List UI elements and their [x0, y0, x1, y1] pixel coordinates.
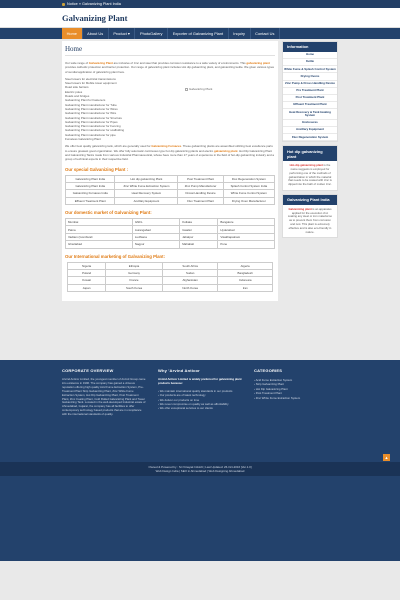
sidebar-link[interactable]: Enclosures [283, 120, 337, 127]
table-cell: Germany [106, 269, 163, 276]
sidebar-link[interactable]: Ancillary Equipment [283, 127, 337, 134]
intro-text: are inclusive of zinc and steel that provides corrosion resistance to a wide variety of environments. This [112, 61, 247, 65]
hotdip-text [283, 161, 337, 190]
product-image [185, 77, 275, 117]
table-cell: Flux Treatment Plant [178, 197, 223, 204]
list-item: Electric poles [65, 89, 83, 94]
header [0, 8, 400, 28]
divider [65, 55, 275, 56]
list-item: Galvanizing Plant manufacturer for pipe [65, 132, 116, 137]
list-item: Galvanizing Plant manufacturer for Tube [65, 102, 117, 107]
why-section [158, 368, 242, 417]
second-paragraph [65, 144, 275, 161]
table-cell: Afghanistan [162, 277, 217, 284]
category-link[interactable]: › Hot Dip Galvanizing Plant [254, 387, 338, 391]
table-cell: Kuwait [68, 277, 106, 284]
list-item: Galvanizing Plant manufacturer for scaffolding [65, 128, 125, 133]
table-cell: Ghaziabad [66, 241, 133, 248]
para-text: . Hot Dip Galvanizing Plant and Galvanizing Tanks made from various Industrial Pharmaceutical, whose have more than 17 years of experience in the field of hot-dip galvanizing industry and a group of technical experts in their respective field. [65, 148, 274, 162]
main-content [62, 41, 278, 301]
table-cell: Patna [66, 226, 133, 233]
sidebar-link[interactable]: Drying Ovens [283, 73, 337, 80]
nav-item-about-us[interactable]: About Us [83, 28, 109, 39]
intro-paragraph [65, 61, 275, 74]
list-item: Steel towers for Mobile tower equipment [65, 81, 117, 86]
table-cell: Drying Oven Manufacturer [223, 197, 274, 204]
galvanizing-furnaces-link[interactable]: Galvanizing Furnaces [151, 144, 182, 149]
table-cell: South Korea [106, 284, 163, 291]
table-cell: Vadtam (Gombivali [66, 233, 133, 240]
table-cell: GNFL [132, 219, 179, 226]
para-text: . These galvanizing plants are assembled utilizing best excellence parts to ensure greatest good organization. We offer fully automatic continuous type hot dip galvanizing plants and electro [65, 144, 273, 153]
table-cell: Hot dip galvanizing Plant [115, 175, 178, 182]
table-cell: Gwalior [180, 226, 218, 233]
international-table [67, 262, 273, 293]
corporate-overview [62, 368, 146, 417]
plant-india-heading: Galvanizing Plant India [283, 195, 337, 205]
image-alt-text: Galvanizing Plant [189, 86, 213, 91]
table-row [66, 190, 275, 197]
table-row [68, 284, 273, 291]
sidebar-link[interactable]: Kettle [283, 59, 337, 66]
category-link[interactable]: › Post Treatment Plant [254, 391, 338, 395]
list-item: Galvanizing Plant manufacturer for Structure [65, 115, 123, 120]
footer-links[interactable]: Web Design India | SEO in Ahmedabad | Web Designing Ahmedabad [155, 469, 245, 473]
table-row [66, 197, 275, 204]
galvanizing-plant-link[interactable]: galvanizing plant [214, 148, 238, 153]
table-cell: Mahabali [180, 241, 218, 248]
sidebar-link[interactable]: Effluent Treatment Plant [283, 102, 337, 109]
copyright-bar [0, 462, 400, 476]
table-cell: Jabalpur [180, 233, 218, 240]
table-cell: White Fume Control System [223, 190, 274, 197]
overview-heading: CORPORATE OVERVIEW [62, 368, 114, 373]
table-row [66, 182, 275, 189]
list-item: Galvanizing Plant manufacturer for Wires [65, 106, 118, 111]
domestic-table [65, 218, 275, 249]
top-notice-bar [0, 0, 400, 8]
table-cell: Galvanizing Plant India [66, 182, 115, 189]
broken-image-icon [185, 88, 188, 91]
table-cell: Kolkata [180, 219, 218, 226]
plant-india-text [283, 205, 337, 238]
sidebar-link[interactable]: Home [283, 52, 337, 59]
table-row [68, 277, 273, 284]
table-cell: Bangalore [218, 219, 275, 226]
table-cell: Mumbai [66, 219, 133, 226]
table-cell: Heat Recovery System [115, 190, 178, 197]
intro-text: Our wide range of [65, 61, 89, 65]
table-cell: Post Treatment Plant [178, 175, 223, 182]
table-cell: Hyderabad [218, 226, 275, 233]
sidebar-link[interactable]: Zinc Pump & Dross Handling Device [283, 81, 337, 88]
table-cell: Nigeria [68, 262, 106, 269]
international-heading: Our International marketing of Galvanizing Plant: [65, 253, 166, 259]
sidebar-link[interactable]: Flux Regeneration System [283, 134, 337, 141]
categories-section [254, 368, 338, 417]
special-heading: Our special Galvanizing Plant : [65, 166, 129, 172]
table-cell: Sudan [162, 269, 217, 276]
scroll-top-button[interactable]: ▲ [384, 455, 389, 460]
categories-list [254, 378, 338, 400]
nav-item-photogallery[interactable]: PhotoGallery [135, 28, 168, 39]
list-item: Fumeless Galvanizing Plant [65, 137, 101, 142]
table-cell: France [106, 277, 163, 284]
sidebar-link[interactable]: Pre Treatment Plant [283, 88, 337, 95]
hotdip-body: is the name suggests is employed for performing one of the methods of galvanization in which the material that needs to be coated with zinc is dipped into the bath of molten zinc. [288, 163, 332, 187]
nav-item-contact-us[interactable]: Contact Us [251, 28, 280, 39]
nav-item-home[interactable]: Home [62, 28, 83, 39]
table-cell: Aurangabad [132, 226, 179, 233]
table-cell: Ludhiana [132, 233, 179, 240]
sidebar-link[interactable]: Heat Recovery & Tank Heating System [283, 109, 337, 120]
plant-india-body: is an apparatus applied for the execution zinc coating any steel or iron material so as to prevent them from corrosion and rust. This plant is extremely effective and is also eco-friendly in nature. [287, 206, 333, 234]
list-item: Galvanizing Plant manufacturer for Pipes [65, 119, 118, 124]
hotdip-heading: Hot dip galvanizing plant [283, 146, 337, 161]
table-cell: Galvanizing Furnaces India [66, 190, 115, 197]
table-cell: Galvanizing Plant India [66, 175, 115, 182]
table-cell: Iran [218, 284, 273, 291]
nav-item-product[interactable]: Product ▾ [109, 28, 136, 39]
table-cell: Ethiopia [106, 262, 163, 269]
domestic-heading: Our domestic market of Galvanizing Plant: [65, 210, 152, 216]
table-cell: Splash Control System India [223, 182, 274, 189]
why-heading: Why 'Arvind Anticor [158, 368, 200, 373]
list-item: Galvanizing Plant manufacturer for Wire [65, 111, 117, 116]
table-row [66, 219, 275, 226]
plant-india-box [282, 194, 338, 238]
table-cell: Bangladesh [218, 269, 273, 276]
home-icon [62, 3, 65, 6]
table-cell: Indonesia [218, 277, 273, 284]
table-cell: Effluent Treatment Plant [66, 197, 115, 204]
galvanizing-plant-link[interactable]: galvanizing plant [246, 61, 270, 65]
category-link[interactable]: › Zinc White Fume Extraction System [254, 396, 338, 400]
table-cell: South Africa [162, 262, 217, 269]
special-table [65, 175, 275, 206]
why-lead: Arvind Anticor Limited is widely preferred for galvanizing plant products because: [158, 377, 242, 385]
table-cell: Zinc Pump Manufacturer [178, 182, 223, 189]
table-cell: Algeria [218, 262, 273, 269]
hotdip-box [282, 145, 338, 191]
categories-heading: CATEGORIES [254, 368, 283, 373]
sidebar-link[interactable]: Post Treatment Plant [283, 95, 337, 102]
table-cell: North Korea [162, 284, 217, 291]
nav-item-exporter-of-galvanizing-plant[interactable]: Exporter of Galvanizing Plant [168, 28, 229, 39]
footer [0, 360, 400, 561]
table-row [68, 262, 273, 269]
category-link[interactable]: › Acid Fume Extraction System [254, 378, 338, 382]
table-row [66, 241, 275, 248]
table-row [66, 233, 275, 240]
nav-item-inquiry[interactable]: Inquiry [229, 28, 251, 39]
why-list [158, 389, 242, 411]
table-cell: Ancillary Equipment [115, 197, 178, 204]
list-item: Galvanizing Plant for Fasteners [65, 98, 106, 103]
table-cell: Zinc White Fume Extraction System [115, 182, 178, 189]
table-cell: Flux Regeneration System [223, 175, 274, 182]
galvanizing-plant-link[interactable]: Galvanizing Plant [88, 61, 113, 65]
why-item: › We deliver our products on time [158, 398, 242, 402]
category-link[interactable]: › Strip Galvanizing Plant [254, 382, 338, 386]
sidebar-link[interactable]: White Fume & Splash Control System [283, 66, 337, 73]
plant-india-link[interactable]: Galvanizing plant [288, 206, 312, 211]
why-item: › We maintain international quality standards in our products [158, 389, 242, 393]
table-cell: Japan [68, 284, 106, 291]
list-item: Road side barriers [65, 85, 89, 90]
table-cell: Drossi Handling Device [178, 190, 223, 197]
main-nav [0, 28, 400, 39]
table-cell: Poland [68, 269, 106, 276]
why-item: › We offer exceptional services to our clients [158, 406, 242, 410]
why-item: › We never compromise on quality as well as affordability [158, 402, 242, 406]
table-row [66, 175, 275, 182]
hotdip-link[interactable]: Hot-dip galvanizing plant [289, 163, 323, 168]
list-item: Roads and bridges [65, 94, 90, 99]
site-logo[interactable]: Galvanizing Plant [62, 13, 128, 23]
table-row [68, 269, 273, 276]
information-box [282, 41, 338, 142]
page-title: Home [65, 45, 83, 53]
intro-text: provides cathodic protection and barrier protection. Our range of galvanizing plant includes Hot dip galvanizing plant, and galvanizing kettle. We given various types of sundial application of galvanizing plant here. [65, 65, 274, 74]
sidebar [282, 41, 338, 241]
information-heading: Information [283, 42, 337, 52]
why-item: › Our products are of latest technology [158, 393, 242, 397]
table-cell: Nagpur [132, 241, 179, 248]
copyright-line: Owned & Powered by : Sri Vinayak Infoloft | Last Updated: 26-Oct-2016 [Ver.1.0] [148, 465, 252, 469]
para-text: We offer best quality galvanizing tank, which are generally used for [65, 144, 152, 149]
application-list [65, 77, 175, 141]
table-cell: Pune [218, 241, 275, 248]
overview-text: Arvind Anticor Limited, the youngest member of Arvind Group came into existence in 1996. The company has gained a virtuous reputation offering high quality Acid Fume Extraction System, Pre-Treatment Plant Strip Galvanizing Plant, Zinc White Fume Extraction System, Hot Dip Galvanizing Plant, Post Treatment Plant, Zinc Coating Plant, Cold Rolled Galvanizing Plant and Tower Galvanizing Tank. Located in the well-developed Industrial estate of Ahmedabad, Gujarat, the company has all facilities to offer contemporary technology based products that are in compliance with the international standards of quality. [62, 377, 146, 417]
list-item: Steel towers for electrical transmissions [65, 76, 116, 81]
table-row [66, 226, 275, 233]
notice-text: Notice » Galvanizing Plant India [67, 2, 121, 6]
table-cell: Visakhapatnam [218, 233, 275, 240]
list-item: Galvanizing Plant manufacturer for Fencing [65, 124, 121, 129]
